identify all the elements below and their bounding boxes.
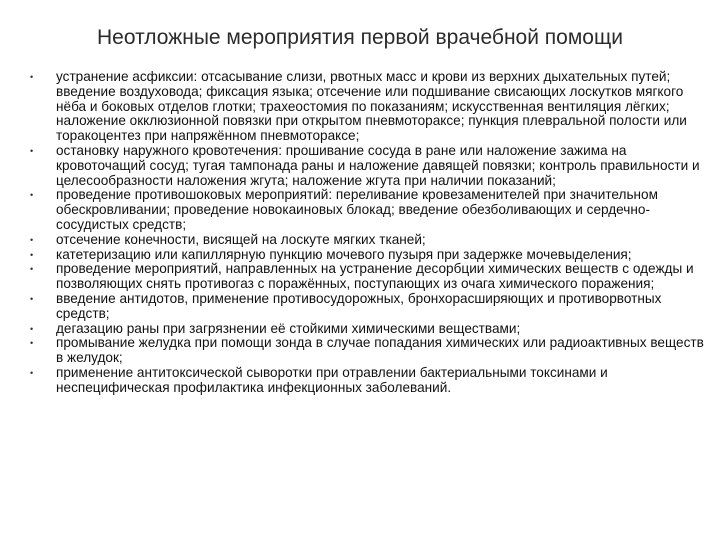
list-item	[20, 366, 710, 396]
bullet-icon: •	[30, 190, 34, 201]
item-text: дегазацию раны при загрязнении её стойкими химическими веществами;	[56, 320, 521, 336]
item-text: остановку наружного кровотечения: прошивание сосуда в ране или наложение зажима на кровоточащий сосуд; тугая тампонада раны и наложение давящей повязки; контроль правильности и целесообразности наложения жгута; наложение жгута при наличии показаний;	[56, 142, 700, 188]
item-text: устранение асфиксии: отсасывание слизи, рвотных масс и крови из верхних дыхательных путей; введение воздуховода; фиксация языка; отсечение или подшивание свисающих лоскутков мягкого нёба и боковых отделов глотки; трахеостомия по показаниям; искусственная вентиляция лёгких; наложение окклюзионной повязки при открытом пневмотораксе; пункция плевральной полости или торакоцентез при напряжённом пневмотораксе;	[56, 69, 687, 144]
bullet-icon: •	[30, 145, 34, 156]
list-item	[20, 262, 710, 292]
list-item	[20, 188, 710, 232]
slide-title: Неотложные мероприятия первой врачебной помощи	[97, 26, 623, 49]
item-text: проведение противошоковых мероприятий: переливание кровезаменителей при значительном обескровливании; проведение новокаиновых блокад; введение обезболивающих и сердечно-сосудистых средств;	[56, 187, 658, 232]
list-item	[20, 292, 710, 322]
bullet-icon: •	[30, 323, 34, 334]
item-text: промывание желудка при помощи зонда в случае попадания химических или радиоактивных веществ в желудок;	[56, 335, 704, 366]
list-item	[20, 336, 710, 366]
bullet-icon: •	[30, 249, 34, 260]
bullet-icon: •	[30, 72, 34, 82]
list-item	[20, 70, 710, 144]
list-item	[20, 322, 710, 337]
bullet-icon: •	[30, 293, 34, 304]
bullet-icon: •	[30, 234, 34, 245]
list-item	[20, 233, 710, 248]
item-text: применение антитоксической сыворотки при отравлении бактериальными токсинами и неспецифическая профилактика инфекционных заболеваний.	[56, 364, 608, 395]
list-item	[20, 248, 710, 263]
item-text: отсечение конечности, висящей на лоскуте мягких тканей;	[56, 231, 426, 247]
bullet-icon: •	[30, 367, 34, 378]
measures-list	[20, 70, 710, 396]
item-text: введение антидотов, применение противосудорожных, бронхорасширяющих и противорвотных средств;	[56, 290, 662, 321]
item-text: проведение мероприятий, направленных на устранение десорбции химических веществ с одежды и позволяющих снять противогаз с поражённых, поступающих из очага химического поражения;	[56, 261, 694, 292]
bullet-icon: •	[30, 338, 34, 349]
list-item	[20, 144, 710, 188]
item-text: катетеризацию или капиллярную пункцию мочевого пузыря при задержке мочевыделения;	[56, 246, 632, 262]
bullet-icon: •	[30, 264, 34, 275]
